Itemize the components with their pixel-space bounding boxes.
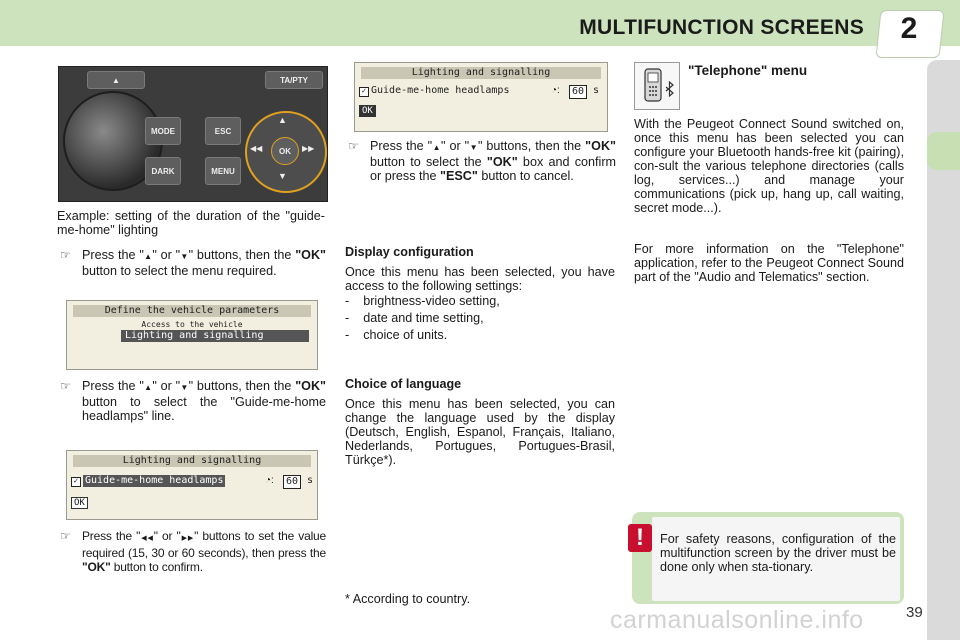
step-text: " buttons, then the bbox=[477, 139, 586, 153]
exclamation-icon: ! bbox=[628, 524, 652, 552]
clock-icon: ◔: bbox=[265, 475, 274, 486]
screen-line: Access to the vehicle bbox=[141, 320, 243, 329]
screen-title: Lighting and signalling bbox=[361, 67, 601, 79]
step-text: box and confirm or press the bbox=[370, 155, 616, 183]
setting-item: date and time setting, bbox=[363, 311, 484, 325]
finger-pointer-icon: ☞ bbox=[60, 379, 71, 393]
fast-forward-icon[interactable]: ▶▶ bbox=[302, 144, 315, 153]
telephone-text: With the Peugeot Connect Sound switched on, once this menu has been selected you can configure your Bluetooth hands-free kit (pairing), con-sult the various telephone directories (calls log, services...) and manage your communications (pick up, hang up, call waiting, secret mode...). bbox=[634, 117, 904, 215]
step-text: " buttons to set the value required (15, 30 or 60 seconds), then press the bbox=[82, 529, 326, 560]
rewind-icon[interactable]: ◀◀ bbox=[250, 144, 263, 153]
telephone-more-info: For more information on the "Telephone" application, refer to the Peugeot Connect Sound part of the "Audio and Telematics" section. bbox=[634, 242, 904, 284]
ta-pty-button[interactable]: TA/PTY bbox=[265, 71, 323, 89]
step-text: " or " bbox=[152, 248, 181, 262]
duration-unit: s bbox=[307, 475, 314, 486]
step-4-text bbox=[370, 139, 616, 183]
screen-title: Define the vehicle parameters bbox=[73, 305, 311, 317]
step-text: Press the " bbox=[82, 248, 144, 262]
telephone-heading: "Telephone" menu bbox=[688, 63, 808, 78]
screen-line-selected: Guide-me-home headlamps bbox=[85, 475, 224, 486]
step-text: Press the " bbox=[370, 139, 433, 153]
example-caption: Example: setting of the duration of the "guide-me-home" lighting bbox=[57, 209, 325, 237]
up-arrow-icon[interactable]: ▲ bbox=[278, 115, 287, 125]
instruction-step-4 bbox=[348, 139, 616, 199]
up-arrow-icon: ▲ bbox=[432, 143, 441, 152]
mobile-phone-bluetooth-icon bbox=[634, 62, 680, 110]
step-text: button to select the "Guide-me-home headlamps" line. bbox=[82, 395, 326, 423]
ok-box-selected: OK bbox=[359, 105, 376, 117]
step-3-text bbox=[82, 529, 326, 574]
duration-value: 60 bbox=[569, 85, 587, 99]
finger-pointer-icon: ☞ bbox=[60, 248, 71, 262]
ok-button[interactable]: OK bbox=[271, 137, 299, 165]
clock-icon: ◔: bbox=[551, 85, 560, 96]
checkbox-icon: ✓ bbox=[359, 87, 369, 97]
page-title: MULTIFUNCTION SCREENS bbox=[579, 16, 864, 39]
finger-pointer-icon: ☞ bbox=[60, 529, 71, 543]
instruction-step-3 bbox=[60, 529, 326, 575]
ok-label: "OK" bbox=[486, 155, 518, 169]
step-text: button to select the bbox=[370, 155, 487, 169]
esc-label: "ESC" bbox=[440, 169, 478, 183]
step-1-text bbox=[82, 248, 326, 278]
display-config-item: - date and time setting, bbox=[345, 311, 484, 325]
eject-button[interactable]: ▲ bbox=[87, 71, 145, 89]
display-screen-guide-me-home bbox=[66, 450, 318, 520]
step-text: " or " bbox=[441, 139, 470, 153]
ok-label: "OK" bbox=[585, 139, 617, 153]
display-screen-vehicle-params bbox=[66, 300, 318, 370]
step-text: " or " bbox=[152, 379, 181, 393]
ok-label: "OK" bbox=[295, 379, 327, 393]
menu-button[interactable]: MENU bbox=[205, 157, 241, 185]
step-text: " or " bbox=[153, 529, 181, 543]
chapter-number: 2 bbox=[900, 12, 918, 45]
mode-button[interactable]: MODE bbox=[145, 117, 181, 145]
ok-box: OK bbox=[71, 497, 88, 509]
setting-item: choice of units. bbox=[363, 328, 448, 342]
screen-line: Guide-me-home headlamps bbox=[371, 85, 510, 96]
step-text: " buttons, then the bbox=[188, 248, 296, 262]
display-config-item: - choice of units. bbox=[345, 328, 448, 342]
step-text: Press the " bbox=[82, 379, 144, 393]
display-config-heading: Display configuration bbox=[345, 245, 474, 259]
up-arrow-icon: ▲ bbox=[143, 383, 153, 392]
down-arrow-icon: ▼ bbox=[180, 383, 189, 392]
dark-button[interactable]: DARK bbox=[145, 157, 181, 185]
ok-label: "OK" bbox=[295, 248, 327, 262]
step-text: button to cancel. bbox=[477, 169, 574, 183]
instruction-step-2 bbox=[60, 379, 326, 425]
fast-forward-icon: ▶▶ bbox=[180, 535, 195, 542]
screen-line-selected: Lighting and signalling bbox=[121, 330, 309, 342]
page-number: 39 bbox=[906, 604, 923, 621]
finger-pointer-icon: ☞ bbox=[348, 139, 359, 153]
watermark: carmanualsonline.info bbox=[610, 606, 864, 634]
phone-bluetooth-drawing bbox=[635, 63, 679, 109]
step-text: " buttons, then the bbox=[188, 379, 296, 393]
down-arrow-icon: ▼ bbox=[469, 143, 478, 152]
step-text: Press the " bbox=[82, 529, 141, 543]
step-2-text bbox=[82, 379, 326, 423]
instruction-step-1 bbox=[60, 248, 326, 294]
up-arrow-icon: ▲ bbox=[143, 252, 153, 261]
display-config-intro: Once this menu has been selected, you have access to the following settings: bbox=[345, 265, 615, 293]
down-arrow-icon[interactable]: ▼ bbox=[278, 171, 287, 181]
step-text: button to select the menu required. bbox=[82, 264, 277, 278]
rewind-icon: ◀◀ bbox=[140, 535, 154, 542]
step-text: button to confirm. bbox=[110, 560, 203, 574]
display-screen-ok-confirm bbox=[354, 62, 608, 132]
duration-value: 60 bbox=[283, 475, 301, 489]
ok-label: "OK" bbox=[82, 560, 111, 574]
esc-button[interactable]: ESC bbox=[205, 117, 241, 145]
warning-text: For safety reasons, configuration of the multifunction screen by the driver must be done only when sta-tionary. bbox=[660, 532, 896, 574]
down-arrow-icon: ▼ bbox=[180, 252, 189, 261]
screen-title: Lighting and signalling bbox=[73, 455, 311, 467]
language-heading: Choice of language bbox=[345, 377, 462, 391]
side-thumb-active bbox=[927, 132, 960, 170]
display-config-item: - brightness-video setting, bbox=[345, 294, 500, 308]
setting-item: brightness-video setting, bbox=[363, 294, 500, 308]
checkbox-icon: ✓ bbox=[71, 477, 81, 487]
language-text: Once this menu has been selected, you can change the language used by the display (Deutsch, English, Espanol, Français, Italiano, Nederlands, Portugues, Portugues-Brasil, Türkçe*). bbox=[345, 397, 615, 467]
footnote: * According to country. bbox=[345, 592, 471, 606]
duration-unit: s bbox=[593, 85, 600, 96]
control-panel-photo bbox=[58, 66, 328, 202]
